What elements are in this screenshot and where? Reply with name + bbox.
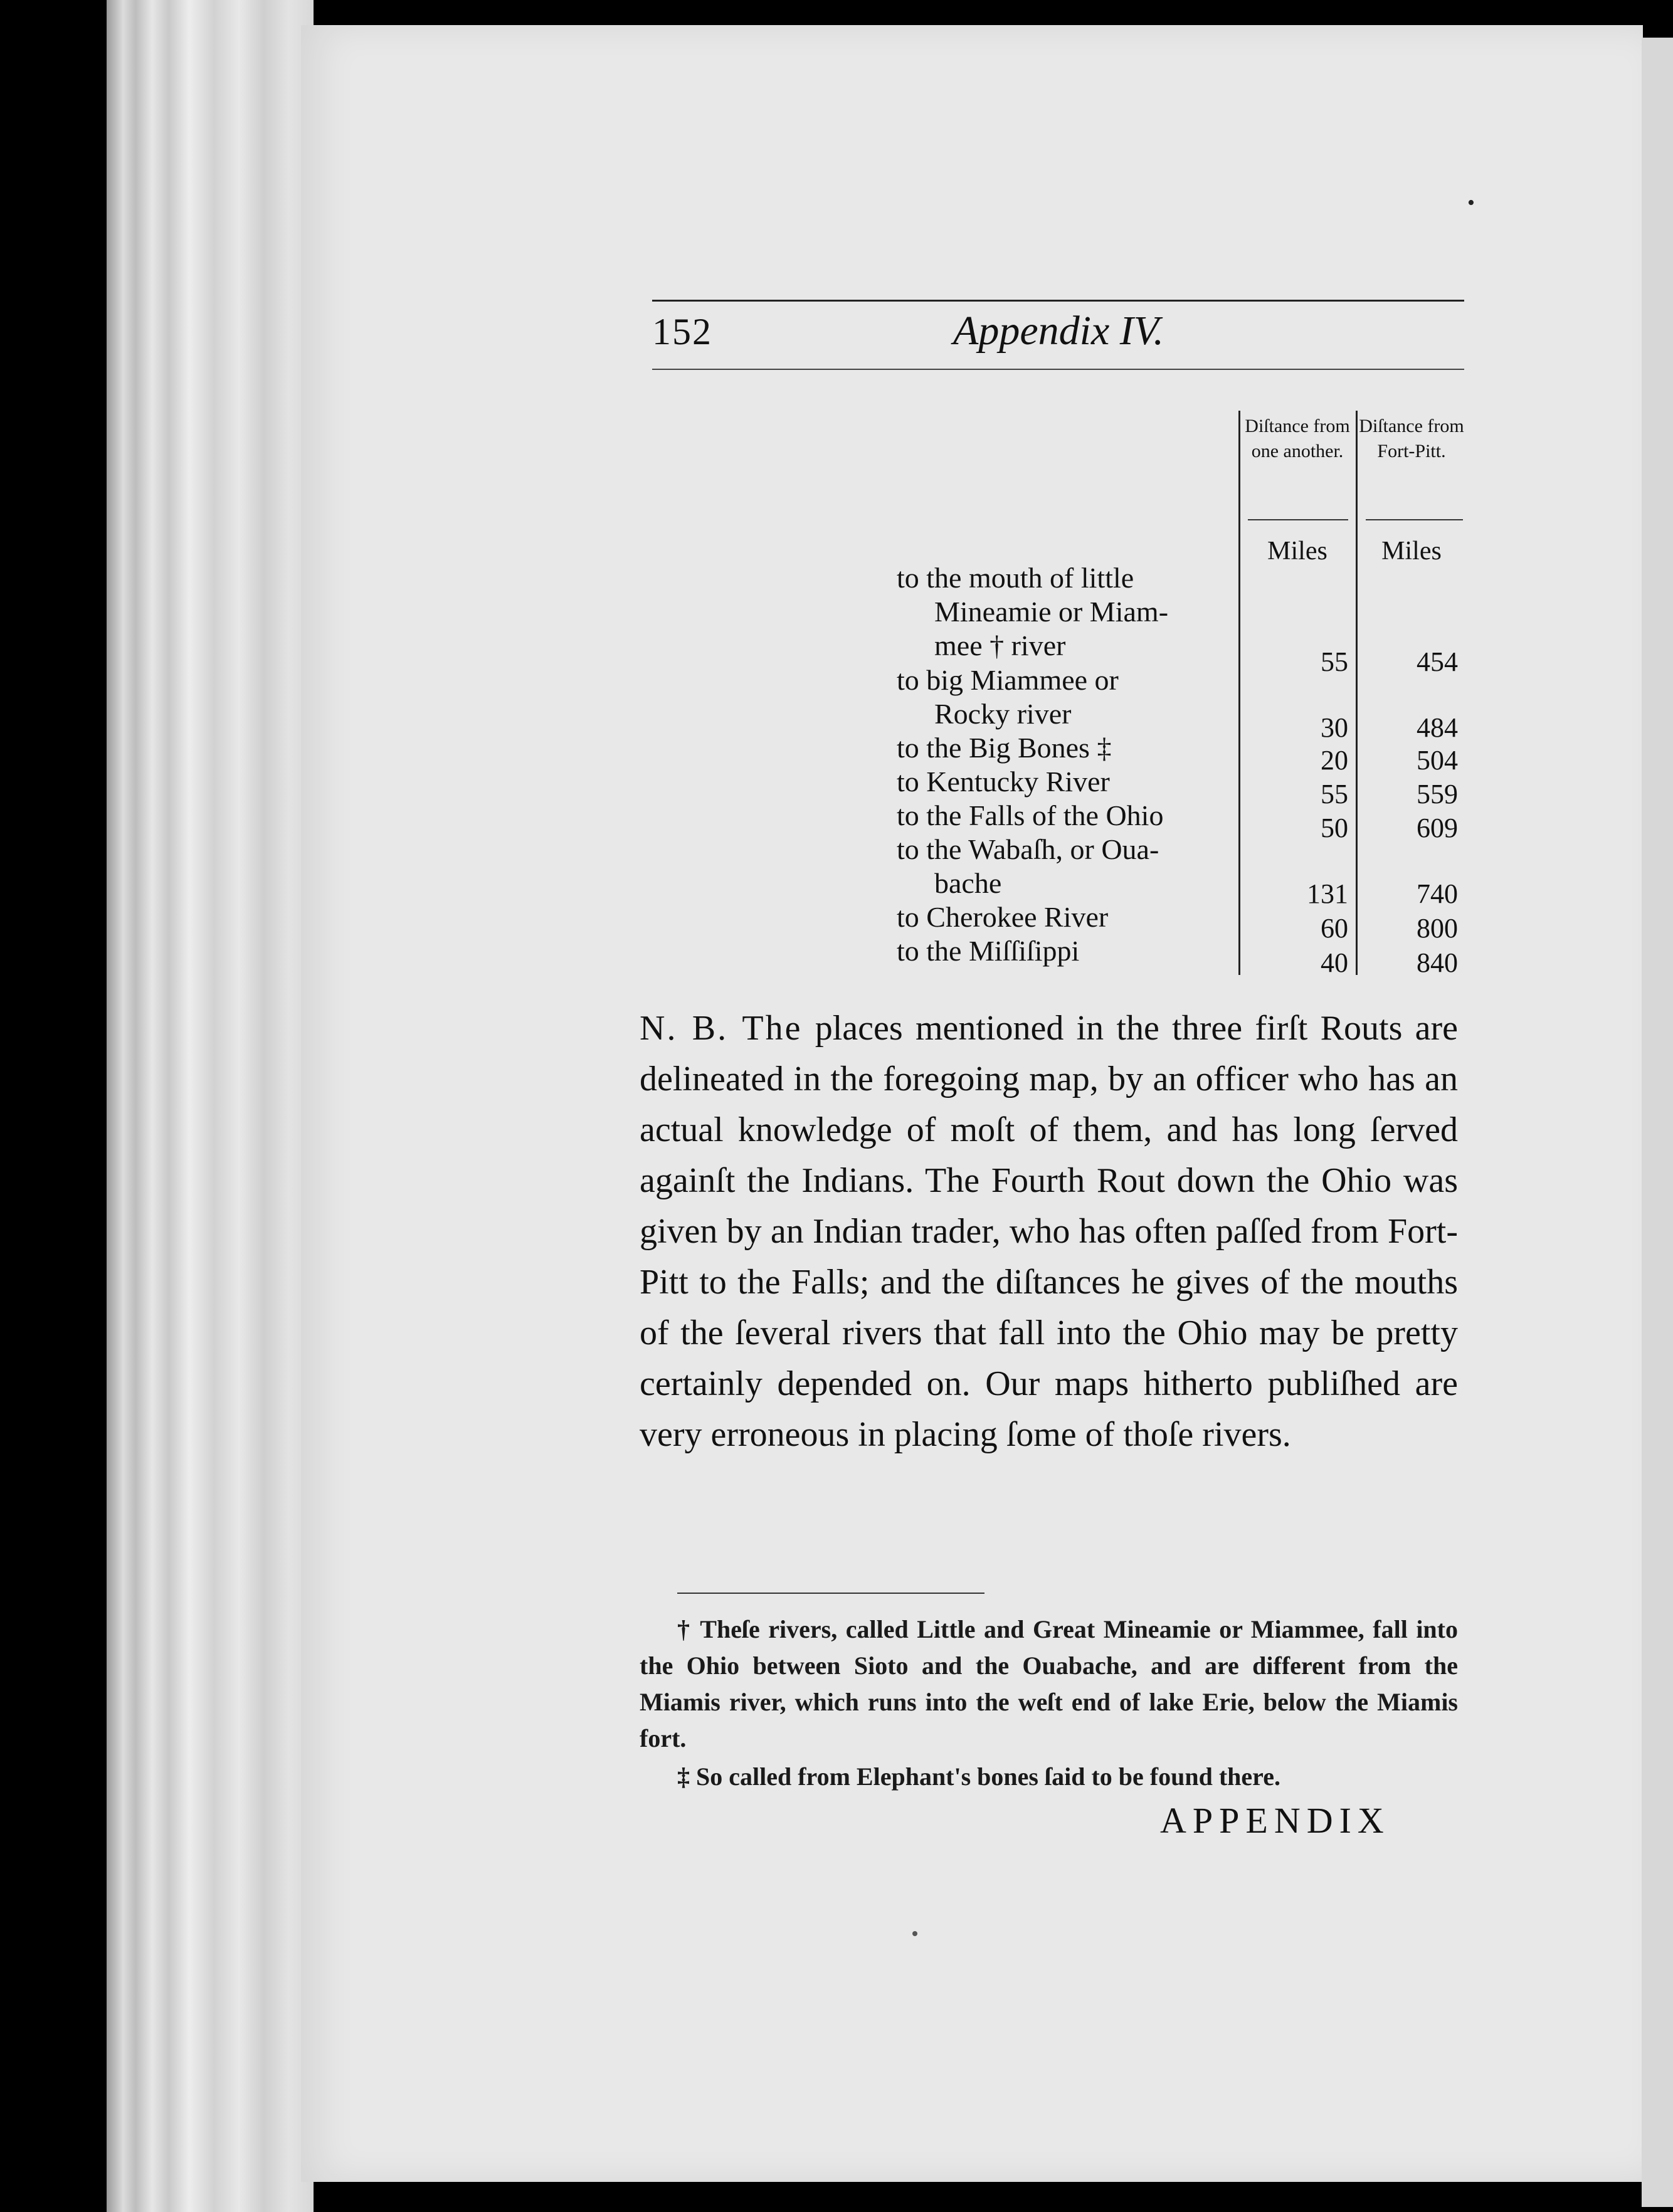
footnote-dagger: † Theſe rivers, called Little and Great Mineamie or Miammee, fall into the Ohio between Sioto and the Ouabache, and are different from the Miamis river, which runs into the weſt end of lake Erie, below the Miamis fort. [640,1615,1458,1752]
body-paragraph [640,1003,1458,1460]
place-text-cont: bache [934,867,1002,899]
place-text: to the Wabaſh, or Oua- [897,833,1159,865]
distance-between: 40 [1321,947,1348,978]
paragraph-text: places mentioned in the three firſt Routs are delineated in the foregoing map, by an officer who has an actual knowledge of moſt of them, and has long ſerved againſt the Indians. The Fourth Rout down the Ohio was given by an Indian trader, who has often paſſed from Fort-Pitt to the Falls; and the diſtances he gives of the mouths of the ſeveral rivers that fall into the Ohio may be pretty certainly depended on. Our maps hitherto publiſhed are very erroneous in placing ſome of thoſe rivers. [640,1009,1459,1454]
column-divider [1238,411,1240,975]
distance-between: 131 [1307,878,1348,909]
distance-between: 55 [1321,646,1348,677]
place-text: to Kentucky River [897,766,1110,798]
distance-from-fort: 454 [1417,646,1458,677]
page-number: 152 [652,311,712,352]
column-heading: Diſtance from one another. [1245,416,1350,461]
table-row-place [897,934,1235,968]
place-text: to the Miſſiſippi [897,935,1080,967]
place-text-cont: Mineamie or Miam- [934,596,1169,628]
header-top-rule [652,300,1464,302]
place-text: to the Falls of the Ohio [897,799,1164,831]
place-text-cont: mee † river [934,629,1066,661]
place-text: to the mouth of little [897,562,1134,594]
place-text-cont: Rocky river [934,698,1072,730]
column-unit: Miles [1381,537,1442,566]
place-text: to the Big Bones ‡ [897,732,1112,764]
heading-rule [1366,519,1463,520]
page-speck [912,1931,917,1936]
distance-between: 20 [1321,745,1348,776]
paragraph-lead: N. B. The [640,1009,803,1048]
distance-between: 30 [1321,712,1348,743]
distance-from-fort: 840 [1417,947,1458,978]
table-row-place [897,900,1235,934]
footnote-double-dagger: ‡ So called from Elephant's bones ſaid to be found there. [677,1762,1280,1791]
heading-rule [1248,519,1348,520]
distance-between: 50 [1321,813,1348,843]
column-divider [1356,411,1358,975]
column-heading: Diſtance from Fort-Pitt. [1359,416,1464,461]
table-row-place [897,765,1235,799]
header-bottom-rule [652,369,1464,370]
table-row-place [897,833,1235,900]
distance-between: 60 [1321,913,1348,944]
footnote-rule [677,1593,984,1594]
place-text: to Cherokee River [897,901,1109,933]
catchword: APPENDIX [1160,1800,1390,1841]
distance-from-fort: 484 [1417,712,1458,743]
distance-from-fort: 740 [1417,878,1458,909]
table-row-place [897,799,1235,833]
table-row-place [897,561,1235,663]
distance-from-fort: 504 [1417,745,1458,776]
distance-between: 55 [1321,779,1348,809]
facing-page-edge [1642,38,1673,2207]
distance-from-fort: 800 [1417,913,1458,944]
distance-from-fort: 559 [1417,779,1458,809]
column-unit: Miles [1267,537,1327,566]
page-edges [107,0,314,2212]
running-head: Appendix IV. [953,308,1164,354]
table-row-place [897,731,1235,765]
corner-mark: • [1467,191,1475,214]
table-row-place [897,663,1235,731]
distance-from-fort: 609 [1417,813,1458,843]
place-text: to big Miammee or [897,664,1119,696]
